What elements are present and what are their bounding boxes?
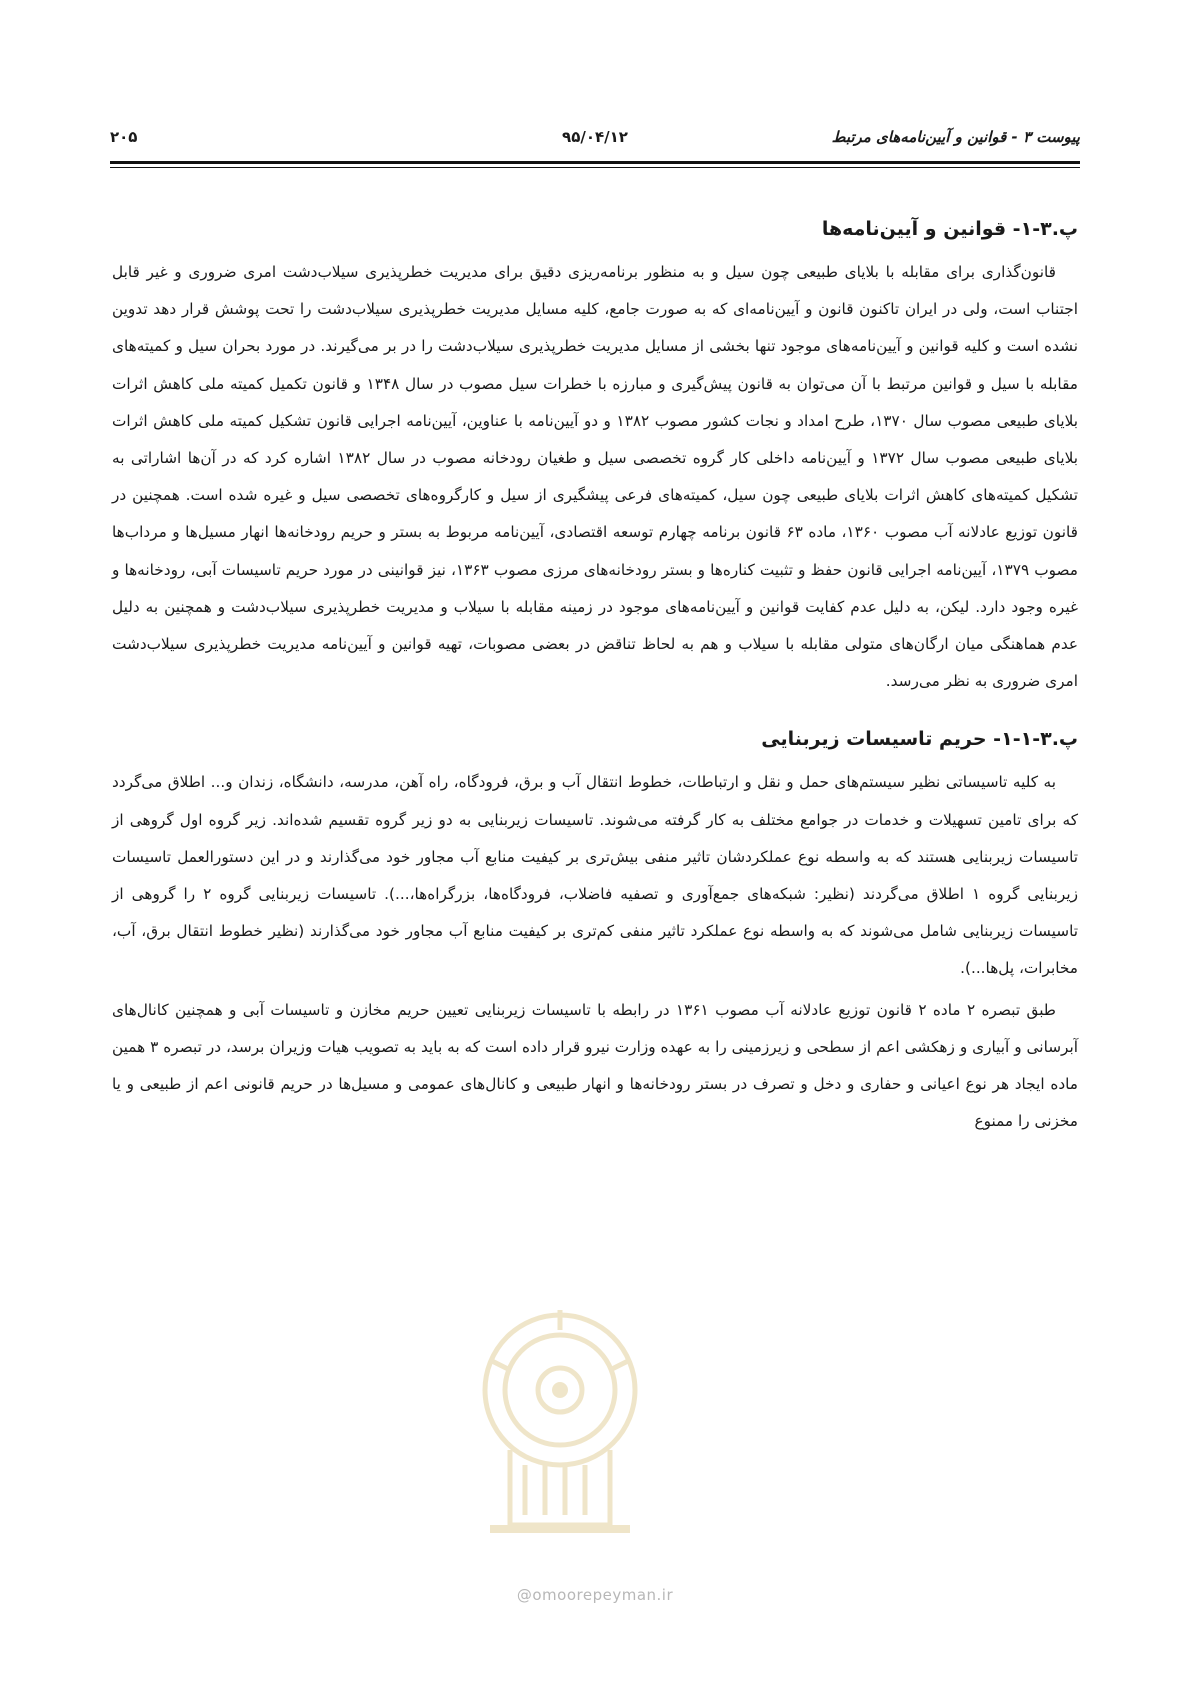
section-heading-laws: پ.۳-۱- قوانین و آیین‌نامه‌ها <box>821 218 1078 240</box>
watermark-seal-logo <box>470 1300 650 1540</box>
section-paragraph-laws: قانون‌گذاری برای مقابله با بلایای طبیعی چون سیل و به منظور برنامه‌ریزی دقیق برای مدیریت خطرپذیری سیلاب‌دشت امری ضروری و غیر قابل اجتناب است، ولی در ایران تاکنون قانون و آیین‌نامه‌ای که به صورت جامع، کلیه مسایل مدیریت خطرپذیری سیلاب‌دشت را تحت پوشش قرار دهد تدوین نشده است و کلیه قوانین و آیین‌نامه‌های موجود تنها بخشی از مسایل مدیریت خطرپذیری سیلاب‌دشت را در بر می‌گیرند. در مورد بحران سیل و کمیته‌های مقابله با سیل و قوانین مرتبط با آن می‌توان به قانون پیش‌گیری و مبارزه با خطرات سیل مصوب در سال ۱۳۴۸ و قانون تکمیل کمیته ملی کاهش اثرات بلایای طبیعی مصوب سال ۱۳۷۰، طرح امداد و نجات کشور مصوب ۱۳۸۲ و دو آیین‌نامه با عناوین، آیین‌نامه اجرایی قانون تشکیل کمیته ملی کاهش اثرات بلایای طبیعی مصوب سال ۱۳۷۲ و آیین‌نامه داخلی کار گروه تخصصی سیل و طغیان رودخانه مصوب در سال ۱۳۸۲ اشاره کرد که در آن‌ها اشاراتی به تشکیل کمیته‌های کاهش اثرات بلایای طبیعی چون سیل، کمیته‌های فرعی پیشگیری از سیل و کارگروه‌های تخصصی سیل و غیره شده است. همچنین در قانون توزیع عادلانه آب مصوب ۱۳۶۰، ماده ۶۳ قانون برنامه چهارم توسعه اقتصادی، آیین‌نامه مربوط به بستر و حریم رودخانه‌ها انهار مسیل‌ها و مرداب‌ها مصوب ۱۳۷۹، آیین‌نامه اجرایی قانون حفظ و تثبیت کناره‌ها و بستر رودخانه‌های مرزی مصوب ۱۳۶۳، نیز قوانینی در مورد حریم تاسیسات آبی، رودخانه‌ها و غیره وجود دارد. لیکن، به دلیل عدم کفایت قوانین و آیین‌نامه‌های موجود در زمینه مقابله با سیلاب و مدیریت خطرپذیری سیلاب‌دشت و همچنین به دلیل عدم هماهنگی میان ارگان‌های متولی مقابله با سیلاب و هم به لحاظ تناقض در بعضی مصوبات، تهیه قوانین و آیین‌نامه مدیریت خطرپذیری سیلاب‌دشت امری ضروری به نظر می‌رسد. <box>112 263 1078 691</box>
header-date: ۹۵/۰۴/۱۲ <box>562 128 628 146</box>
page-body <box>112 218 1078 1140</box>
page-number: ۲۰۵ <box>110 128 138 146</box>
chapter-title: پیوست ۳ - قوانین و آیین‌نامه‌های مرتبط <box>831 128 1080 146</box>
header-rule-thick <box>110 161 1080 164</box>
running-header <box>110 128 1080 158</box>
watermark-site-text: @omoorepeyman.ir <box>516 1586 674 1604</box>
section-heading-infrastructure: پ.۳-۱-۱- حریم تاسیسات زیربنایی <box>761 728 1078 751</box>
infrastructure-paragraph-2: طبق تبصره ۲ ماده ۲ قانون توزیع عادلانه آب مصوب ۱۳۶۱ در رابطه با تاسیسات زیربنایی تعیین حریم مخازن و تاسیسات آبی و همچنین کانال‌های آبرسانی و آبیاری و زهکشی اعم از سطحی و زیرزمینی را به عهده وزارت نیرو قرار داده است که به باید به تصویب هیات وزیران برسد، در تبصره ۳ همین ماده ایجاد هر نوع اعیانی و حفاری و دخل و تصرف در بستر رودخانه‌ها و انهار طبیعی و کانال‌های عمومی و مسیل‌ها در حریم قانونی اعم از طبیعی و یا مخزنی را ممنوع <box>112 1000 1078 1131</box>
infrastructure-paragraph-1: به کلیه تاسیساتی نظیر سیستم‌های حمل و نقل و ارتباطات، خطوط انتقال آب و برق، فرودگاه، راه آهن، مدرسه، دانشگاه، زندان و... اطلاق می‌گردد که برای تامین تسهیلات و خدمات در جوامع مختلف به کار گرفته می‌شوند. تاسیسات زیربنایی به دو زیر گروه تقسیم شده‌اند. زیر گروه اول گروهی از تاسیسات زیربنایی هستند که به واسطه نوع عملکردشان تاثیر منفی بیش‌تری بر کیفیت منابع آب مجاور خود می‌گذارند و در این دستورالعمل تاسیسات زیربنایی گروه ۱ اطلاق می‌گردند (نظیر: شبکه‌های جمع‌آوری و تصفیه فاضلاب، فرودگاه‌ها، بزرگراه‌ها،...). تاسیسات زیربنایی گروه ۲ را گروهی از تاسیسات زیربنایی شامل می‌شوند که به واسطه نوع عملکرد تاثیر منفی کم‌تری بر کیفیت منابع آب مجاور خود می‌گذارند (نظیر خطوط انتقال برق، آب، مخابرات، پل‌ها...). <box>112 773 1078 978</box>
header-rule-thin <box>110 167 1080 168</box>
